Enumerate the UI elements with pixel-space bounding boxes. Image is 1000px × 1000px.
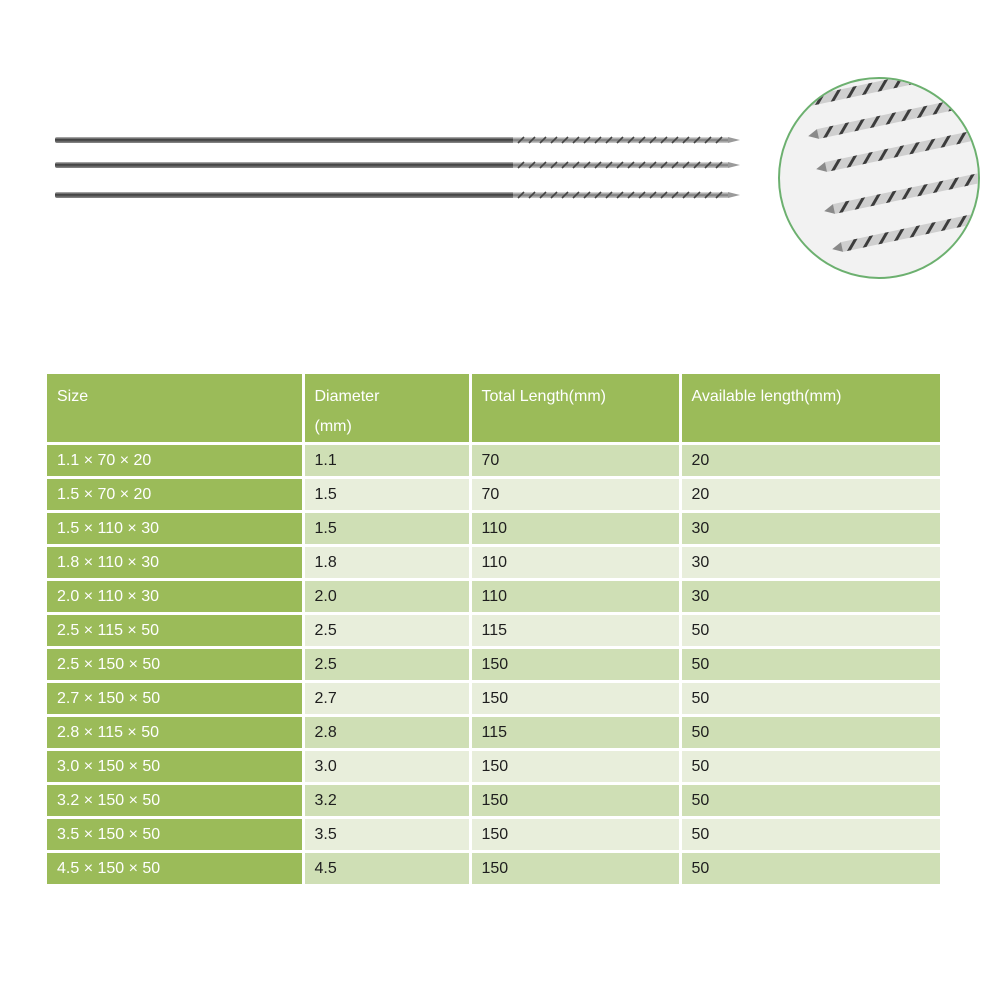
table-row	[47, 444, 940, 478]
cell-available-length: 50	[680, 682, 940, 716]
cell-size: 3.2 × 150 × 50	[47, 784, 303, 818]
cell-available-length: 50	[680, 784, 940, 818]
cell-diameter: 2.5	[303, 614, 470, 648]
cell-diameter: 1.5	[303, 478, 470, 512]
cell-size: 1.8 × 110 × 30	[47, 546, 303, 580]
cell-size: 1.1 × 70 × 20	[47, 444, 303, 478]
cell-diameter: 1.5	[303, 512, 470, 546]
cell-size: 2.0 × 110 × 30	[47, 580, 303, 614]
cell-diameter: 2.8	[303, 716, 470, 750]
header-diameter-line1: Diameter	[314, 388, 380, 405]
cell-size: 3.5 × 150 × 50	[47, 818, 303, 852]
cell-total-length: 115	[470, 716, 680, 750]
cell-diameter: 2.0	[303, 580, 470, 614]
cell-total-length: 150	[470, 784, 680, 818]
cell-size: 2.8 × 115 × 50	[47, 716, 303, 750]
cell-diameter: 2.7	[303, 682, 470, 716]
cell-total-length: 70	[470, 444, 680, 478]
cell-diameter: 1.8	[303, 546, 470, 580]
cell-total-length: 150	[470, 852, 680, 886]
cell-diameter: 3.2	[303, 784, 470, 818]
table-header-row	[47, 374, 940, 444]
cell-size: 2.7 × 150 × 50	[47, 682, 303, 716]
cell-size: 1.5 × 70 × 20	[47, 478, 303, 512]
cell-available-length: 20	[680, 478, 940, 512]
table-row	[47, 580, 940, 614]
cell-total-length: 110	[470, 512, 680, 546]
cell-available-length: 30	[680, 546, 940, 580]
cell-total-length: 110	[470, 580, 680, 614]
table-row	[47, 478, 940, 512]
drill-bits-icon	[50, 95, 750, 225]
table-row	[47, 852, 940, 886]
cell-available-length: 20	[680, 444, 940, 478]
cell-size: 3.0 × 150 × 50	[47, 750, 303, 784]
header-total-length: Total Length(mm)	[470, 374, 680, 444]
cell-available-length: 50	[680, 750, 940, 784]
cell-available-length: 50	[680, 648, 940, 682]
cell-diameter: 3.5	[303, 818, 470, 852]
table-row	[47, 682, 940, 716]
table-row	[47, 648, 940, 682]
cell-available-length: 50	[680, 818, 940, 852]
cell-available-length: 50	[680, 716, 940, 750]
cell-available-length: 30	[680, 580, 940, 614]
table-row	[47, 818, 940, 852]
cell-total-length: 150	[470, 750, 680, 784]
table-row	[47, 546, 940, 580]
cell-total-length: 150	[470, 648, 680, 682]
cell-diameter: 1.1	[303, 444, 470, 478]
table-row	[47, 512, 940, 546]
spec-table	[47, 374, 940, 887]
header-diameter	[303, 374, 470, 444]
header-available-length: Available length(mm)	[680, 374, 940, 444]
cell-available-length: 30	[680, 512, 940, 546]
table-row	[47, 750, 940, 784]
cell-available-length: 50	[680, 852, 940, 886]
cell-total-length: 110	[470, 546, 680, 580]
cell-size: 2.5 × 150 × 50	[47, 648, 303, 682]
cell-size: 2.5 × 115 × 50	[47, 614, 303, 648]
drill-bits-zoom-icon	[778, 77, 980, 279]
table-row	[47, 716, 940, 750]
table-row	[47, 784, 940, 818]
cell-diameter: 4.5	[303, 852, 470, 886]
table-row	[47, 614, 940, 648]
cell-total-length: 115	[470, 614, 680, 648]
cell-size: 4.5 × 150 × 50	[47, 852, 303, 886]
cell-available-length: 50	[680, 614, 940, 648]
cell-diameter: 2.5	[303, 648, 470, 682]
cell-diameter: 3.0	[303, 750, 470, 784]
cell-total-length: 70	[470, 478, 680, 512]
header-diameter-line2: (mm)	[314, 418, 352, 435]
cell-size: 1.5 × 110 × 30	[47, 512, 303, 546]
cell-total-length: 150	[470, 682, 680, 716]
header-size: Size	[47, 374, 303, 444]
cell-total-length: 150	[470, 818, 680, 852]
